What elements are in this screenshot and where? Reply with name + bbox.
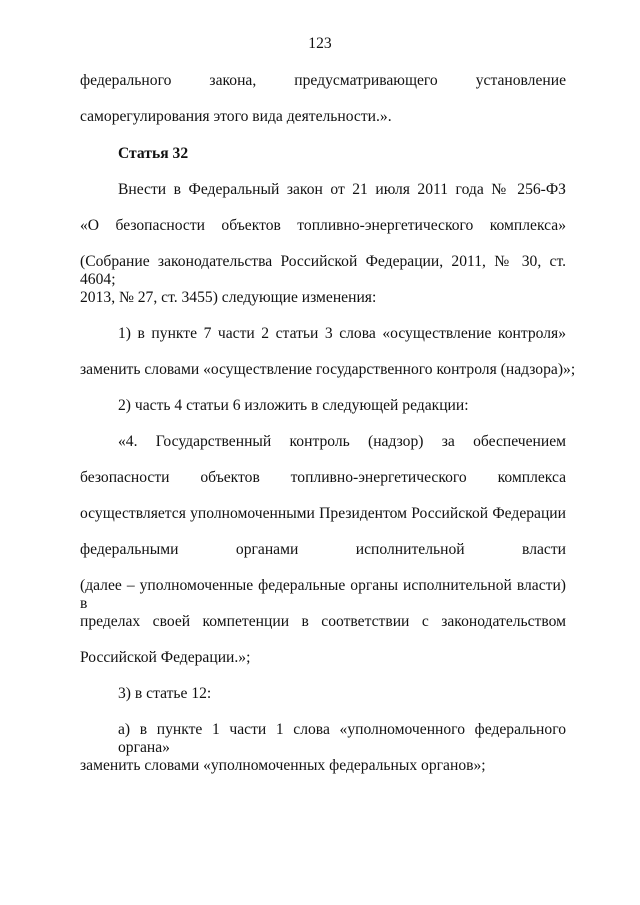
text-line: безопасности объектов топливно-энергетического комплекса: [80, 469, 566, 486]
text-line: «О безопасности объектов топливно-энергетического комплекса»: [80, 217, 566, 234]
text-line: (далее – уполномоченные федеральные органы исполнительной власти) в: [80, 577, 566, 612]
text-line: 2) часть 4 статьи 6 изложить в следующей редакции:: [118, 397, 469, 414]
text-line: заменить словами «уполномоченных федеральных органов»;: [80, 757, 486, 774]
text-line: 3) в статье 12:: [118, 685, 212, 702]
text-line: (Собрание законодательства Российской Федерации, 2011, № 30, ст. 4604;: [80, 253, 566, 288]
text-line: 2013, № 27, ст. 3455) следующие изменения:: [80, 289, 377, 306]
article-heading: Статья 32: [118, 145, 189, 162]
text-line: а) в пункте 1 части 1 слова «уполномоченного федерального органа»: [118, 721, 566, 756]
text-line: федерального закона, предусматривающего установление: [80, 72, 566, 89]
text-line: заменить словами «осуществление государственного контроля (надзора)»;: [80, 361, 576, 378]
text-line: саморегулирования этого вида деятельности.».: [80, 108, 392, 125]
text-line: «4. Государственный контроль (надзор) за обеспечением: [118, 433, 566, 450]
text-line: Внести в Федеральный закон от 21 июля 2011 года № 256-ФЗ: [118, 181, 566, 198]
text-line: Российской Федерации.»;: [80, 649, 251, 666]
text-line: 1) в пункте 7 части 2 статьи 3 слова «осуществление контроля»: [118, 325, 566, 342]
text-line: федеральными органами исполнительной власти: [80, 541, 566, 558]
page-number: 123: [308, 35, 332, 52]
text-line: пределах своей компетенции в соответствии с законодательством: [80, 613, 566, 630]
text-line: осуществляется уполномоченными Президентом Российской Федерации: [80, 505, 566, 522]
